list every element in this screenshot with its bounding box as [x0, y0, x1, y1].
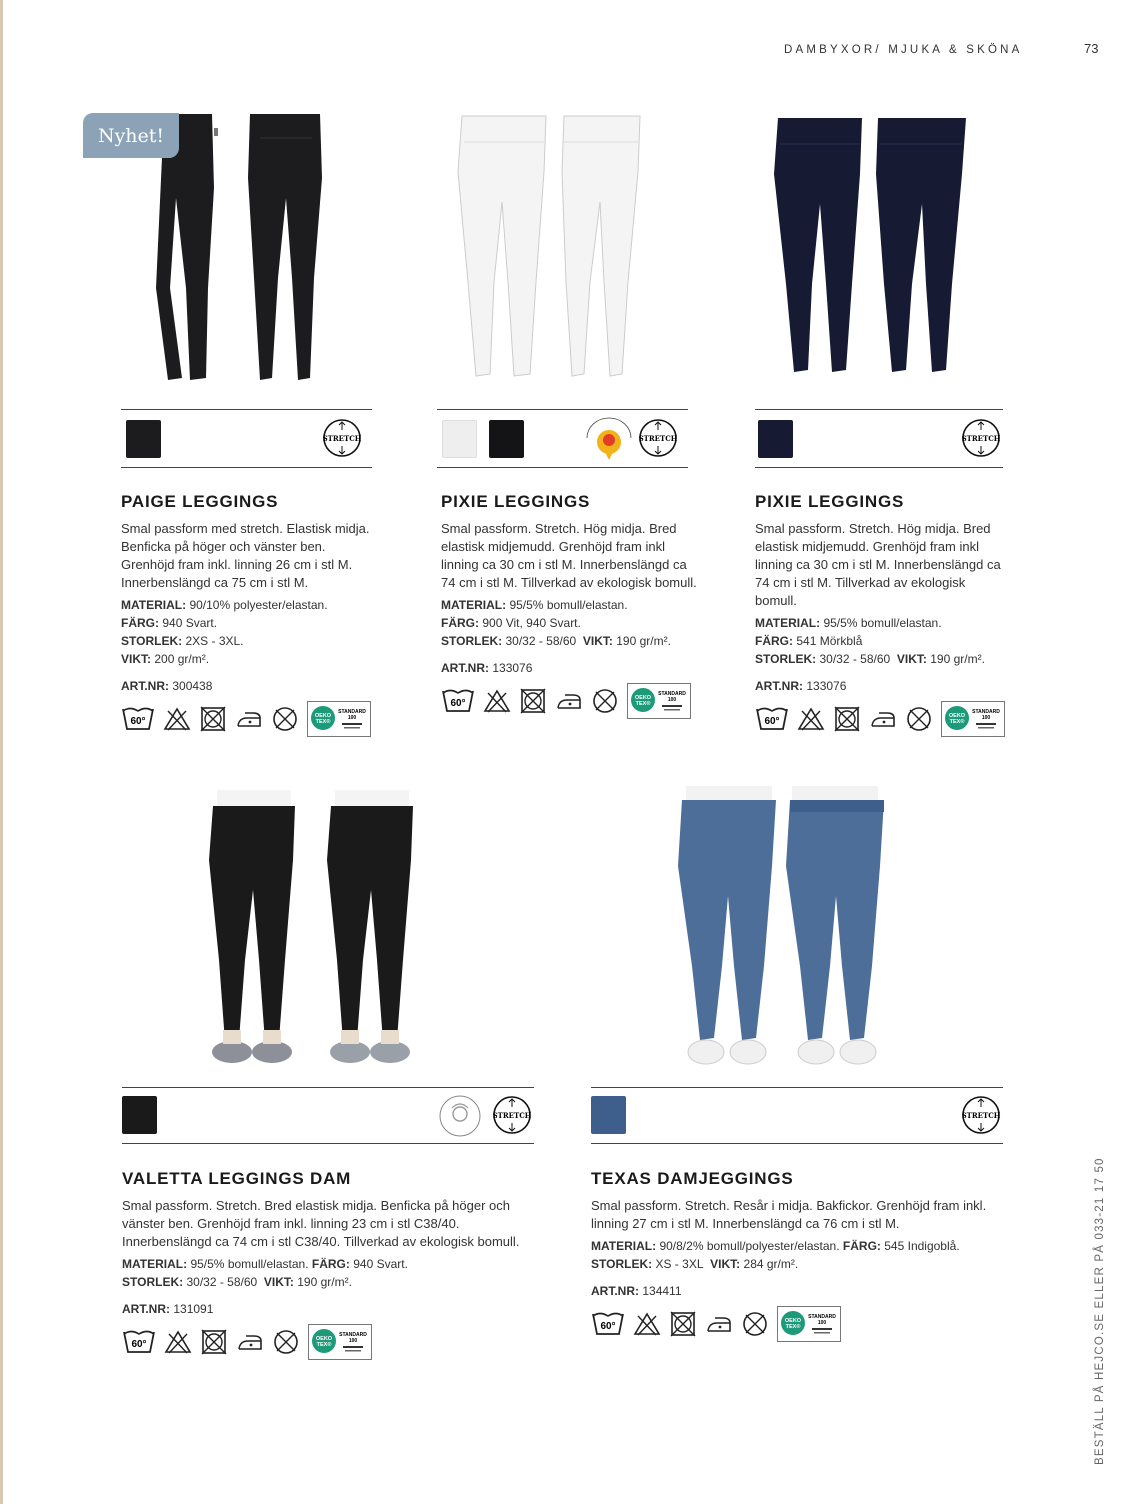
oeko-tex-icon: [630, 686, 688, 716]
product-description: Smal passform. Stretch. Hög midja. Bred elastisk midjemudd. Grenhöjd fram inkl linning ca 30 cm i stl M. Innerbenslängd ca 74 cm i stl M. Tillverkad av ekologisk bomull.: [755, 521, 1001, 608]
oeko-tex-label: [308, 1324, 372, 1360]
no-bleach-icon: [163, 706, 191, 732]
product-image-pixie-white: [450, 112, 650, 384]
svg-text:STANDARD: STANDARD: [808, 1314, 836, 1320]
iron-low-icon: [705, 1313, 733, 1335]
no-tumble-dry-icon: [200, 1328, 228, 1356]
svg-text:OEKO: OEKO: [948, 713, 966, 719]
product-description: Smal passform. Stretch. Resår i midja. Bakfickor. Grenhöjd fram inkl. linning 27 cm i stl M. Innerbenslängd ca 76 cm i stl M.: [591, 1198, 987, 1231]
page-edge: [0, 0, 3, 1504]
no-dry-clean-icon: [271, 705, 299, 733]
svg-text:OEKO: OEKO: [315, 1336, 333, 1342]
svg-text:STRETCH: STRETCH: [492, 1111, 532, 1120]
svg-text:100: 100: [981, 715, 991, 721]
material-color-spec: MATERIAL: 90/8/2% bomull/polyester/elastan. FÄRG: 545 Indigoblå.: [591, 1239, 960, 1253]
no-dry-clean-icon: [905, 705, 933, 733]
weight-spec: VIKT: 200 gr/m².: [121, 652, 210, 666]
color-swatch-white[interactable]: [442, 420, 477, 458]
section-header: DAMBYXOR/ MJUKA & SKÖNA: [784, 44, 1023, 56]
size-spec: STORLEK: 2XS - 3XL.: [121, 634, 244, 648]
article-number: ART.NR: 133076: [755, 679, 847, 693]
size-weight-spec: STORLEK: XS - 3XL VIKT: 284 gr/m².: [591, 1257, 799, 1271]
svg-text:STANDARD: STANDARD: [339, 1332, 367, 1338]
product-image-valetta: [195, 790, 435, 1075]
no-tumble-dry-icon: [833, 705, 861, 733]
color-spec: FÄRG: 900 Vit, 940 Svart.: [441, 616, 581, 630]
product-pixie-navy: [755, 492, 1005, 737]
product-image-paige: [150, 108, 350, 388]
svg-text:100: 100: [348, 1338, 358, 1344]
swatch-strip-pixie-white: [437, 409, 688, 468]
no-dry-clean-icon: [591, 687, 619, 715]
product-valetta: [122, 1169, 532, 1360]
product-title: TEXAS DAMJEGGINGS: [591, 1169, 794, 1188]
svg-text:OEKO: OEKO: [634, 695, 652, 701]
no-bleach-icon: [633, 1311, 661, 1337]
svg-text:60°: 60°: [600, 1321, 616, 1332]
svg-text:STRETCH: STRETCH: [322, 434, 362, 443]
iron-low-icon: [869, 708, 897, 730]
quality-seal-icon: [581, 416, 637, 462]
product-title: PIXIE LEGGINGS: [441, 492, 591, 511]
svg-text:STRETCH: STRETCH: [961, 434, 1001, 443]
color-spec: FÄRG: 541 Mörkblå: [755, 634, 863, 648]
swatch-strip-paige: [121, 409, 372, 468]
article-number: ART.NR: 300438: [121, 679, 213, 693]
svg-text:TEX®: TEX®: [316, 1342, 332, 1348]
material-spec: MATERIAL: 95/5% bomull/elastan.: [755, 616, 942, 630]
svg-text:TEX®: TEX®: [949, 719, 965, 725]
material-spec: MATERIAL: 95/5% bomull/elastan.: [441, 598, 628, 612]
no-bleach-icon: [797, 706, 825, 732]
svg-text:60°: 60°: [450, 698, 466, 709]
svg-text:100: 100: [817, 1320, 827, 1326]
stretch-icon: [961, 1095, 1001, 1135]
oeko-tex-icon: [780, 1309, 838, 1339]
oeko-tex-label: [307, 701, 371, 737]
new-badge: Nyhet!: [83, 113, 179, 158]
wash-60-icon: [591, 1310, 625, 1338]
svg-text:100: 100: [347, 715, 357, 721]
swatch-strip-texas: [591, 1087, 1003, 1144]
oeko-tex-icon: [944, 704, 1002, 734]
product-title: PAIGE LEGGINGS: [121, 492, 279, 511]
care-symbols: [755, 701, 1005, 737]
wash-60-icon: [755, 705, 789, 733]
iron-low-icon: [555, 690, 583, 712]
size-weight-spec: STORLEK: 30/32 - 58/60 VIKT: 190 gr/m².: [441, 634, 671, 648]
no-dry-clean-icon: [741, 1310, 769, 1338]
organic-cotton-icon: [438, 1094, 482, 1138]
wash-60-icon: [441, 687, 475, 715]
wash-60-icon: [121, 705, 155, 733]
svg-text:TEX®: TEX®: [315, 719, 331, 725]
article-number: ART.NR: 131091: [122, 1302, 214, 1316]
no-tumble-dry-icon: [519, 687, 547, 715]
product-image-pixie-navy: [766, 114, 976, 376]
svg-text:100: 100: [667, 697, 677, 703]
svg-text:60°: 60°: [764, 716, 780, 727]
product-description: Smal passform med stretch. Elastisk midja. Benficka på höger och vänster ben. Grenhöjd fram inkl. linning 26 cm i stl M. Innerbenslängd ca 75 cm i stl M.: [121, 521, 370, 590]
page-number: 73: [1084, 41, 1099, 56]
svg-text:60°: 60°: [131, 1339, 147, 1350]
svg-text:STRETCH: STRETCH: [961, 1111, 1001, 1120]
oeko-tex-label: [777, 1306, 841, 1342]
svg-text:TEX®: TEX®: [785, 1324, 801, 1330]
care-symbols: [121, 701, 373, 737]
material-spec: MATERIAL: 90/10% polyester/elastan.: [121, 598, 328, 612]
color-swatch-black[interactable]: [126, 420, 161, 458]
article-number: ART.NR: 134411: [591, 1284, 682, 1298]
svg-text:OEKO: OEKO: [314, 713, 332, 719]
no-bleach-icon: [483, 688, 511, 714]
swatch-strip-valetta: [122, 1087, 534, 1144]
stretch-icon: [638, 418, 678, 458]
no-bleach-icon: [164, 1329, 192, 1355]
svg-text:TEX®: TEX®: [635, 701, 651, 707]
color-swatch-indigo[interactable]: [591, 1096, 626, 1134]
care-symbols: [122, 1324, 532, 1360]
svg-text:OEKO: OEKO: [784, 1318, 802, 1324]
size-weight-spec: STORLEK: 30/32 - 58/60 VIKT: 190 gr/m².: [755, 652, 985, 666]
swatch-strip-pixie-navy: [755, 409, 1003, 468]
svg-text:STANDARD: STANDARD: [658, 691, 686, 697]
oeko-tex-icon: [310, 704, 368, 734]
product-paige: [121, 492, 373, 737]
stretch-icon: [492, 1095, 532, 1135]
svg-text:STANDARD: STANDARD: [972, 709, 1000, 715]
material-color-spec: MATERIAL: 95/5% bomull/elastan. FÄRG: 940 Svart.: [122, 1257, 408, 1271]
product-image-texas: [668, 786, 908, 1078]
product-pixie-white: [441, 492, 697, 719]
care-symbols: [441, 683, 697, 719]
iron-low-icon: [235, 708, 263, 730]
no-dry-clean-icon: [272, 1328, 300, 1356]
oeko-tex-label: [941, 701, 1005, 737]
product-description: Smal passform. Stretch. Bred elastisk midja. Benficka på höger och vänster ben. Grenhöjd fram inkl. linning 23 cm i stl C38/40. Innerbenslängd ca 74 cm i stl C38/40. Tillverkad av ekologisk bomull.: [122, 1198, 520, 1249]
product-title: PIXIE LEGGINGS: [755, 492, 905, 511]
no-tumble-dry-icon: [669, 1310, 697, 1338]
svg-text:STANDARD: STANDARD: [338, 709, 366, 715]
order-info-vertical: BESTÄLL PÅ HEJCO.SE ELLER PÅ 033-21 17 50: [1094, 1157, 1106, 1465]
size-weight-spec: STORLEK: 30/32 - 58/60 VIKT: 190 gr/m².: [122, 1275, 352, 1289]
color-swatch-black[interactable]: [489, 420, 524, 458]
product-texas: [591, 1169, 1001, 1342]
svg-text:60°: 60°: [130, 716, 146, 727]
iron-low-icon: [236, 1331, 264, 1353]
product-description: Smal passform. Stretch. Hög midja. Bred elastisk midjemudd. Grenhöjd fram inkl linning ca 30 cm i stl M. Innerbenslängd ca 74 cm i stl M. Tillverkad av ekologisk bomull.: [441, 521, 697, 590]
no-tumble-dry-icon: [199, 705, 227, 733]
care-symbols: [591, 1306, 1001, 1342]
color-swatch-navy[interactable]: [758, 420, 793, 458]
stretch-icon: [322, 418, 362, 458]
stretch-icon: [961, 418, 1001, 458]
product-title: VALETTA LEGGINGS DAM: [122, 1169, 352, 1188]
color-swatch-black[interactable]: [122, 1096, 157, 1134]
color-spec: FÄRG: 940 Svart.: [121, 616, 218, 630]
wash-60-icon: [122, 1328, 156, 1356]
svg-text:STRETCH: STRETCH: [638, 434, 678, 443]
oeko-tex-label: [627, 683, 691, 719]
article-number: ART.NR: 133076: [441, 661, 533, 675]
oeko-tex-icon: [311, 1327, 369, 1357]
